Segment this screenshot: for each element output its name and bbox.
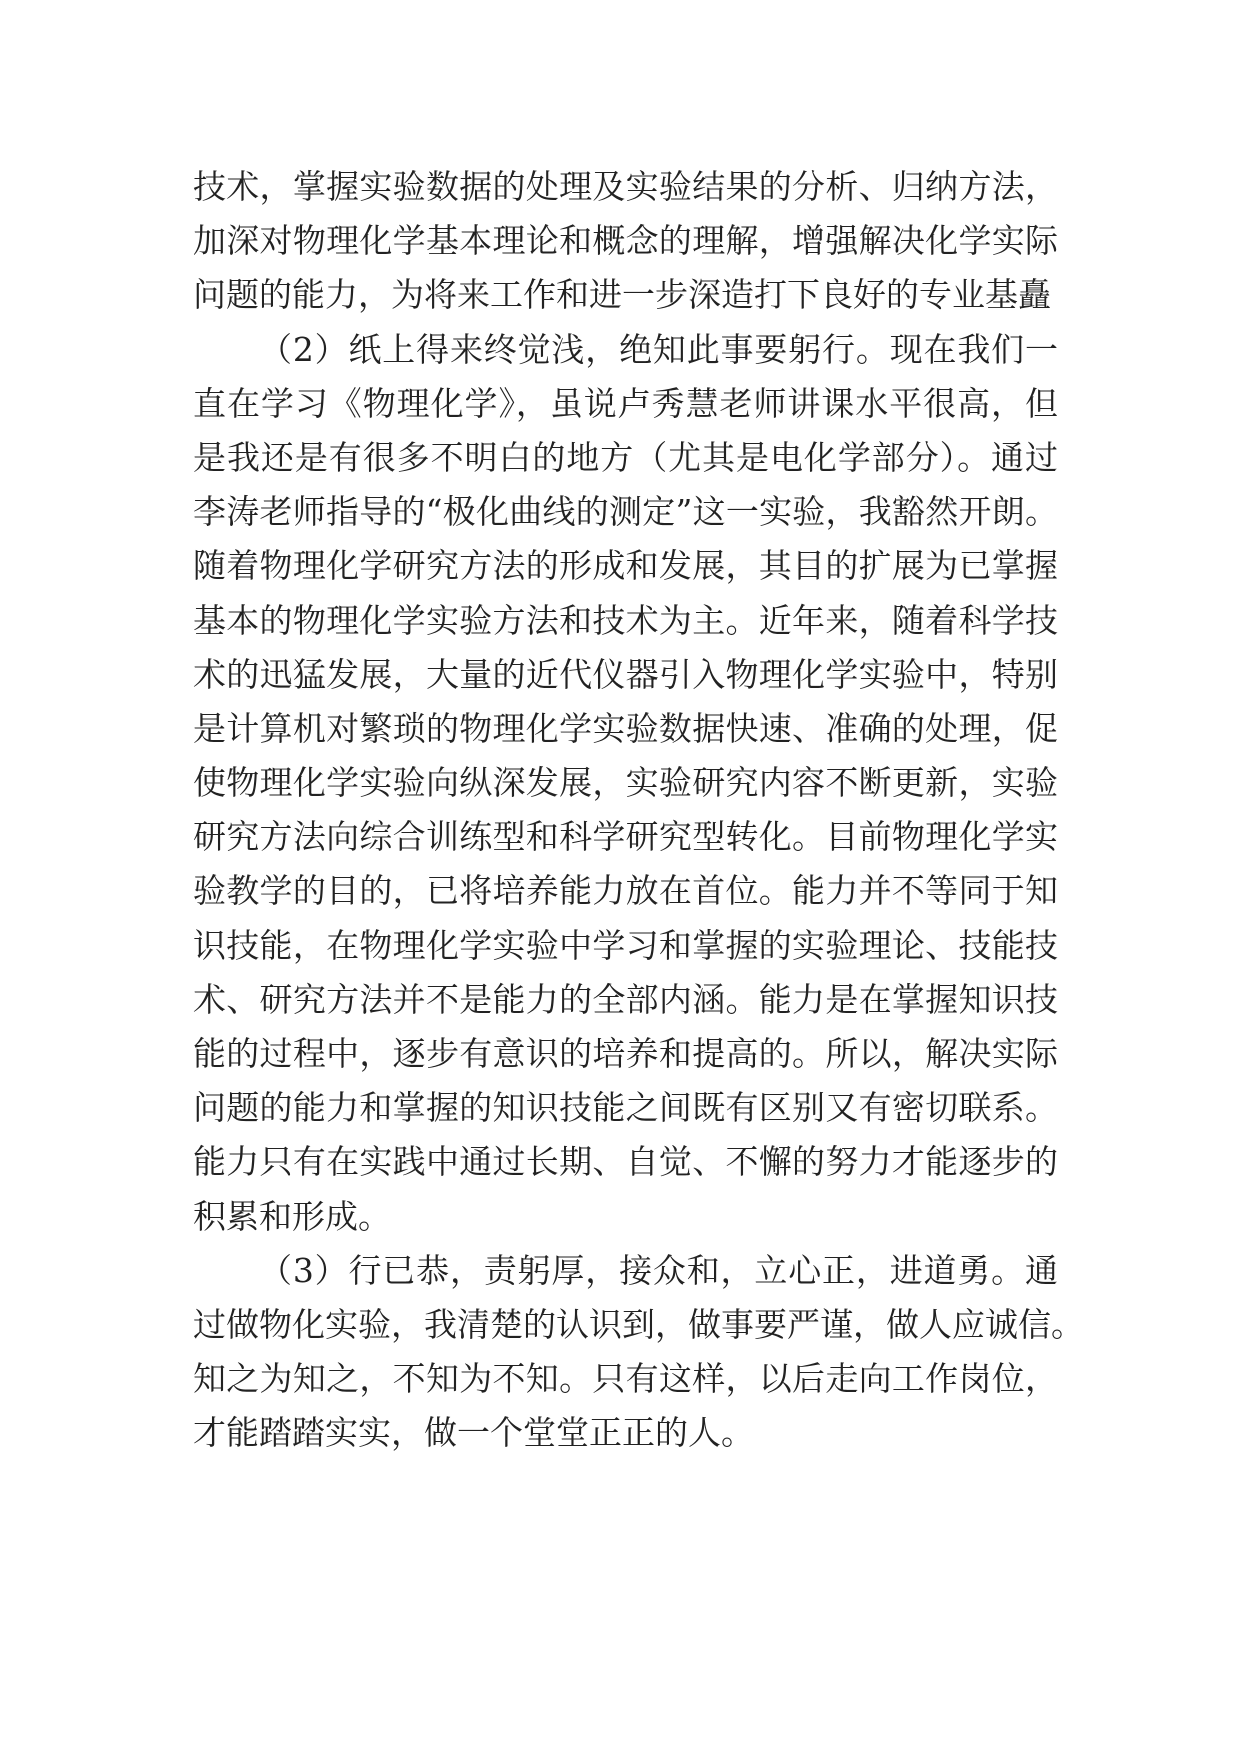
paragraph-line: 术、研究方法并不是能力的全部内涵。能力是在掌握知识技 <box>193 979 1058 1019</box>
paragraph-line: 识技能，在物理化学实验中学习和掌握的实验理论、技能技 <box>193 925 1058 965</box>
paragraph-line: 随着物理化学研究方法的形成和发展，其目的扩展为已掌握 <box>193 546 1058 586</box>
paragraph-line: 才能踏踏实实，做一个堂堂正正的人。 <box>193 1413 754 1453</box>
paragraph-line: 问题的能力和掌握的知识技能之间既有区别又有密切联系。 <box>193 1088 1058 1128</box>
paragraph-line: （3）行已恭，责躬厚，接众和，立心正，进道勇。通 <box>259 1250 1058 1290</box>
paragraph-line: 基本的物理化学实验方法和技术为主。近年来，随着科学技 <box>193 600 1058 640</box>
paragraph-line: 问题的能力，为将来工作和进一步深造打下良好的专业基矗 <box>193 275 1051 315</box>
paragraph-3 <box>193 1244 1084 1461</box>
paragraph-line: 知之为知之，不知为不知。只有这样，以后走向工作岗位， <box>193 1359 1058 1399</box>
paragraph-line: 术的迅猛发展，大量的近代仪器引入物理化学实验中，特别 <box>193 654 1058 694</box>
paragraph-line: 技术，掌握实验数据的处理及实验结果的分析、归纳方法， <box>193 167 1058 206</box>
paragraph-1 <box>193 160 1058 323</box>
paragraph-line: 使物理化学实验向纵深发展，实验研究内容不断更新，实验 <box>193 763 1058 803</box>
paragraph-line: 能力只有在实践中通过长期、自觉、不懈的努力才能逐步的 <box>193 1142 1058 1182</box>
paragraph-line: 能的过程中，逐步有意识的培养和提高的。所以，解决实际 <box>193 1034 1058 1073</box>
paragraph-line: 积累和形成。 <box>193 1196 391 1236</box>
paragraph-line: 直在学习《物理化学》，虽说卢秀慧老师讲课水平很高，但 <box>193 383 1058 423</box>
paragraph-2 <box>193 323 1058 1244</box>
paragraph-line: 验教学的目的，已将培养能力放在首位。能力并不等同于知 <box>193 871 1058 911</box>
paragraph-line: （2）纸上得来终觉浅，绝知此事要躬行。现在我们一 <box>259 329 1058 369</box>
paragraph-line: 过做物化实验，我清楚的认识到，做事要严谨，做人应诚信。 <box>193 1304 1084 1344</box>
paragraph-line: 是计算机对繁琐的物理化学实验数据快速、准确的处理，促 <box>193 708 1058 748</box>
paragraph-line: 李涛老师指导的“极化曲线的测定”这一实验，我豁然开朗。 <box>193 492 1058 532</box>
paragraph-line: 加深对物理化学基本理论和概念的理解，增强解决化学实际 <box>193 221 1058 261</box>
paragraph-line: 研究方法向综合训练型和科学研究型转化。目前物理化学实 <box>193 817 1058 857</box>
paragraph-line: 是我还是有很多不明白的地方（尤其是电化学部分）。通过 <box>193 437 1058 477</box>
document-body <box>193 160 1084 1461</box>
